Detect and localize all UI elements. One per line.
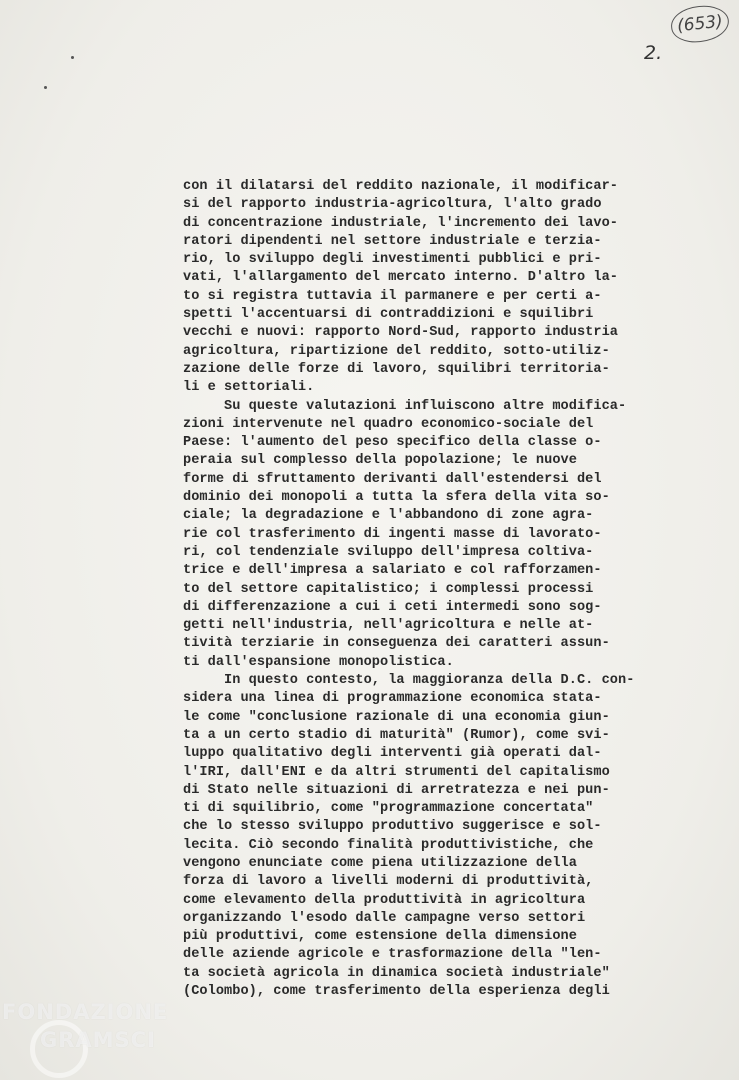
text-line: ti dall'espansione monopolistica.: [183, 654, 454, 670]
text-line: di differenzazione a cui i ceti intermedi sono sog-: [183, 599, 602, 615]
text-line: agricoltura, ripartizione del reddito, sotto-utiliz-: [183, 343, 610, 359]
text-line: le come "conclusione razionale di una economia giun-: [183, 709, 610, 725]
text-line: l'IRI, dall'ENI e da altri strumenti del capitalismo: [183, 764, 610, 780]
text-line: rio, lo sviluppo degli investimenti pubblici e pri-: [183, 252, 602, 268]
text-line: di Stato nelle situazioni di arretratezza e nei pun-: [183, 782, 610, 798]
text-line: sidera una linea di programmazione economica stata-: [183, 691, 602, 707]
text-line: luppo qualitativo degli interventi già operati dal-: [183, 746, 602, 762]
text-line: delle aziende agricole e trasformazione della "len-: [183, 947, 602, 963]
text-line: ri, col tendenziale sviluppo dell'impresa coltiva-: [183, 544, 594, 560]
text-line: zioni intervenute nel quadro economico-sociale del: [183, 416, 594, 432]
text-line: più produttivi, come estensione della dimensione: [183, 929, 577, 945]
text-line: forza di lavoro a livelli moderni di produttività,: [183, 874, 594, 890]
text-line: ta a un certo stadio di maturità" (Rumor), come svi-: [183, 727, 610, 743]
text-line: spetti l'accentuarsi di contraddizioni e squilibri: [183, 307, 594, 323]
text-line: Su queste valutazioni influiscono altre modifica-: [183, 398, 627, 414]
text-line: lecita. Ciò secondo finalità produttivistiche, che: [183, 837, 594, 853]
text-line: dominio dei monopoli a tutta la sfera della vita so-: [183, 490, 610, 506]
text-line: to si registra tuttavia il parmanere e per certi a-: [183, 288, 602, 304]
text-line: con il dilatarsi del reddito nazionale, il modificar-: [183, 179, 619, 194]
text-line: Paese: l'aumento del peso specifico della classe o-: [183, 435, 602, 451]
typewritten-body: [183, 178, 653, 1001]
text-line: tività terziarie in conseguenza dei caratteri assun-: [183, 636, 610, 652]
text-line: vengono enunciate come piena utilizzazione della: [183, 855, 577, 871]
text-line: vecchi e nuovi: rapporto Nord-Sud, rapporto industria: [183, 325, 619, 341]
text-line: rie col trasferimento di ingenti masse di lavorato-: [183, 526, 602, 542]
text-line: forme di sfruttamento derivanti dall'estendersi del: [183, 471, 602, 487]
text-line: si del rapporto industria-agricoltura, l'alto grado: [183, 197, 602, 213]
fondazione-gramsci-watermark: [2, 1000, 202, 1078]
text-line: peraia sul complesso della popolazione; le nuove: [183, 453, 577, 469]
paper-speck: [44, 86, 47, 89]
text-line: ti di squilibrio, come "programmazione concertata": [183, 801, 594, 817]
text-line: getti nell'industria, nell'agricoltura e nelle at-: [183, 618, 594, 634]
text-line: In questo contesto, la maggioranza della D.C. con-: [183, 673, 635, 689]
text-line: (Colombo), come trasferimento della esperienza degli: [183, 984, 610, 1000]
text-line: ta società agricola in dinamica società industriale": [183, 965, 610, 981]
text-line: ciale; la degradazione e l'abbandono di zone agra-: [183, 508, 594, 524]
archive-number-stamp: [669, 3, 730, 45]
paper-speck: [71, 56, 74, 59]
text-line: ratori dipendenti nel settore industriale e terzia-: [183, 233, 602, 249]
text-line: zazione delle forze di lavoro, squilibri territoria-: [183, 361, 610, 377]
text-line: trice e dell'impresa a salariato e col rafforzamen-: [183, 563, 602, 579]
text-line: organizzando l'esodo dalle campagne verso settori: [183, 910, 586, 926]
text-line: vati, l'allargamento del mercato interno. D'altro la-: [183, 270, 619, 286]
watermark-line-2: GRAMSCI: [40, 1028, 156, 1052]
text-line: to del settore capitalistico; i complessi processi: [183, 581, 594, 597]
text-line: di concentrazione industriale, l'incremento dei lavo-: [183, 215, 619, 231]
page-number: 2.: [644, 42, 663, 64]
text-line: li e settoriali.: [183, 380, 315, 396]
text-line: come elevamento della produttività in agricoltura: [183, 892, 586, 908]
watermark-line-1: FONDAZIONE: [2, 1000, 169, 1024]
archive-number-text: (653): [676, 11, 724, 37]
text-line: che lo stesso sviluppo produttivo suggerisce e sol-: [183, 819, 602, 835]
